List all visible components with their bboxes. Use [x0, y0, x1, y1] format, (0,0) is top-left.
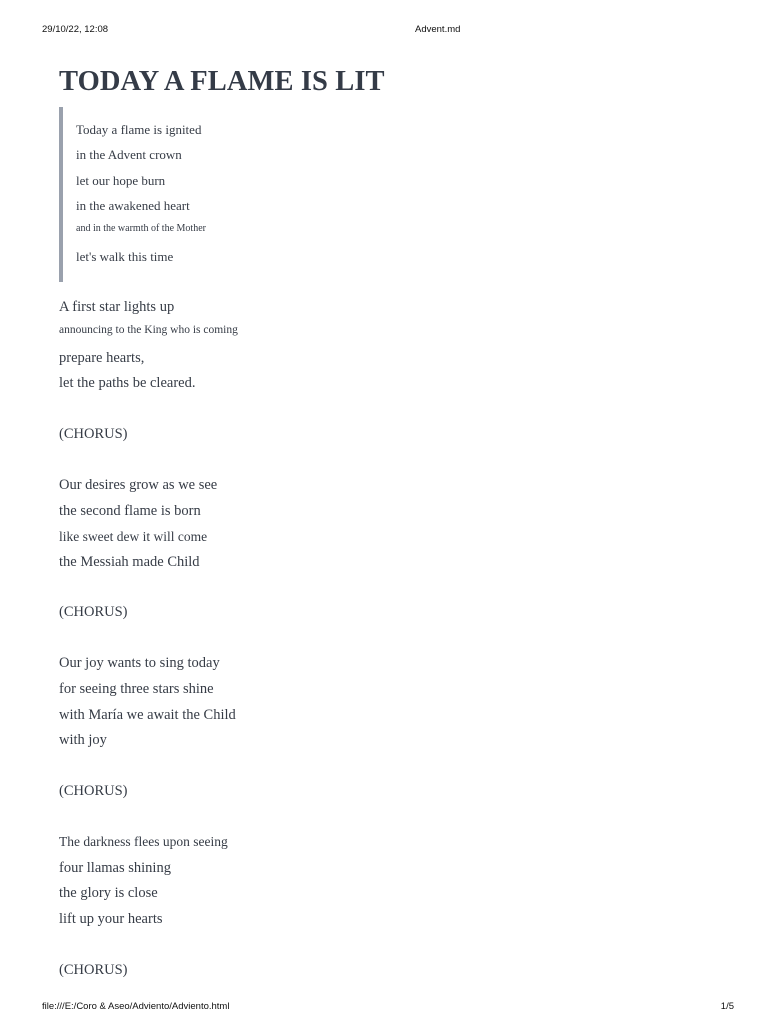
- print-datetime: 29/10/22, 12:08: [42, 24, 109, 35]
- blockquote-line: Today a flame is ignited: [76, 122, 202, 137]
- verse-line: announcing to the King who is coming: [59, 324, 238, 336]
- print-footer: [0, 1001, 768, 1015]
- verse-line: lift up your hearts: [59, 911, 163, 927]
- chorus-marker: (CHORUS): [59, 426, 128, 442]
- verse-line: Our joy wants to sing today: [59, 655, 220, 671]
- verse-line: A first star lights up: [59, 299, 175, 315]
- verse-line: the glory is close: [59, 885, 158, 901]
- verse-line: for seeing three stars shine: [59, 681, 214, 697]
- chorus-marker: (CHORUS): [59, 604, 128, 620]
- verse-line: the second flame is born: [59, 503, 201, 519]
- blockquote-line: in the Advent crown: [76, 147, 182, 162]
- chorus-marker: (CHORUS): [59, 962, 128, 978]
- verse-line: The darkness flees upon seeing: [59, 834, 228, 849]
- print-file-path: file:///E:/Coro & Aseo/Adviento/Adviento.html: [42, 1001, 230, 1012]
- chorus-marker: (CHORUS): [59, 783, 128, 799]
- print-page-number: 1/5: [720, 1001, 734, 1012]
- blockquote-line: let our hope burn: [76, 173, 166, 188]
- blockquote-line: let's walk this time: [76, 249, 174, 264]
- verse-line: prepare hearts,: [59, 350, 145, 366]
- verse-line: Our desires grow as we see: [59, 477, 218, 493]
- document-title: TODAY A FLAME IS LIT: [59, 66, 385, 97]
- verse-line: like sweet dew it will come: [59, 529, 208, 544]
- verse-line: the Messiah made Child: [59, 554, 200, 570]
- blockquote-line: in the awakened heart: [76, 198, 190, 213]
- verse-line: with joy: [59, 732, 107, 748]
- print-document-name: Advent.md: [415, 24, 461, 35]
- blockquote-bar: [59, 107, 63, 282]
- verse-line: with María we await the Child: [59, 707, 236, 723]
- blockquote-line: and in the warmth of the Mother: [76, 223, 206, 234]
- verse-line: four llamas shining: [59, 860, 171, 876]
- print-header: [0, 24, 768, 38]
- verse-line: let the paths be cleared.: [59, 375, 196, 391]
